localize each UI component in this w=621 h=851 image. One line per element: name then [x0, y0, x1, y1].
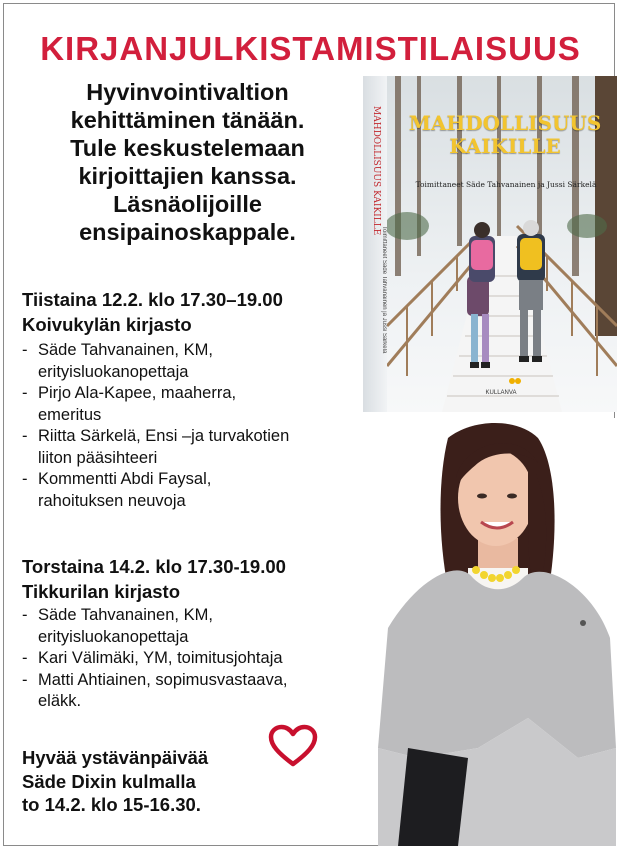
- heart-icon: [268, 724, 318, 768]
- list-item: [22, 605, 382, 648]
- intro-line: kehittäminen tänään.: [70, 107, 305, 133]
- list-dash: -: [22, 427, 28, 445]
- speaker: Pirjo Ala-Kapee, maaherra, emeritus: [38, 384, 237, 424]
- list-item: [22, 670, 382, 713]
- intro-line: Tule keskustelemaan: [70, 135, 305, 161]
- book-title-line1: MAHDOLLISUUS: [408, 111, 602, 135]
- intro-line: Läsnäolijoille: [113, 191, 262, 217]
- list-dash: -: [22, 606, 28, 624]
- list-dash: -: [22, 341, 28, 359]
- book-spine-title: MAHDOLLISUUS KAIKILLE: [371, 106, 381, 236]
- list-item: [22, 469, 382, 512]
- intro-text: [20, 78, 355, 246]
- book-editors: Toimittaneet Säde Tahvanainen ja Jussi Särkelä: [415, 180, 597, 189]
- list-item: [22, 648, 382, 670]
- list-item: [22, 426, 382, 469]
- closing-line: Säde Dixin kulmalla: [22, 770, 196, 792]
- list-dash: -: [22, 649, 28, 667]
- list-dash: -: [22, 670, 28, 689]
- closing-text: [22, 746, 208, 817]
- list-item: [22, 383, 382, 426]
- intro-line: kirjoittajien kanssa.: [78, 163, 297, 189]
- intro-line: Hyvinvointivaltion: [86, 79, 289, 105]
- event2-speaker-list: [22, 605, 382, 713]
- event1-place: Koivukylän kirjasto: [22, 314, 192, 335]
- speaker: Kari Välimäki, YM, toimitusjohtaja: [38, 649, 283, 667]
- event1-speaker-list: [22, 340, 382, 512]
- list-item: [22, 340, 382, 383]
- speaker: Säde Tahvanainen, KM, erityisluokanopettaja: [38, 341, 213, 381]
- event2-place: Tikkurilan kirjasto: [22, 581, 180, 602]
- speaker: Matti Ahtiainen, sopimusvastaava, eläkk.: [38, 670, 288, 710]
- book-cover: [363, 76, 617, 412]
- list-dash: -: [22, 384, 28, 402]
- event1-date: Tiistaina 12.2. klo 17.30–19.00: [22, 289, 283, 310]
- headline: KIRJANJULKISTAMISTILAISUUS: [40, 30, 581, 67]
- speaker: Säde Tahvanainen, KM, erityisluokanopettaja: [38, 606, 213, 646]
- book-title-line2: KAIKILLE: [449, 134, 561, 158]
- speaker: Riitta Särkelä, Ensi –ja turvakotien liiton pääsihteeri: [38, 427, 290, 467]
- book-publisher: KULLANVA: [485, 390, 517, 396]
- closing-line: Hyvää ystävänpäivää: [22, 747, 209, 768]
- closing-line: to 14.2. klo 15-16.30.: [22, 794, 201, 815]
- event2-date: Torstaina 14.2. klo 17.30-19.00: [22, 556, 286, 577]
- list-dash: -: [22, 470, 28, 488]
- author-portrait: [378, 418, 616, 846]
- book-spine-editors: Toimittaneet Säde Tahvanainen ja Jussi Särkelä: [381, 226, 387, 354]
- intro-line: ensipainoskappale.: [79, 219, 296, 245]
- speaker: Kommentti Abdi Faysal, rahoituksen neuvoja: [38, 470, 212, 510]
- book-title: [407, 112, 603, 158]
